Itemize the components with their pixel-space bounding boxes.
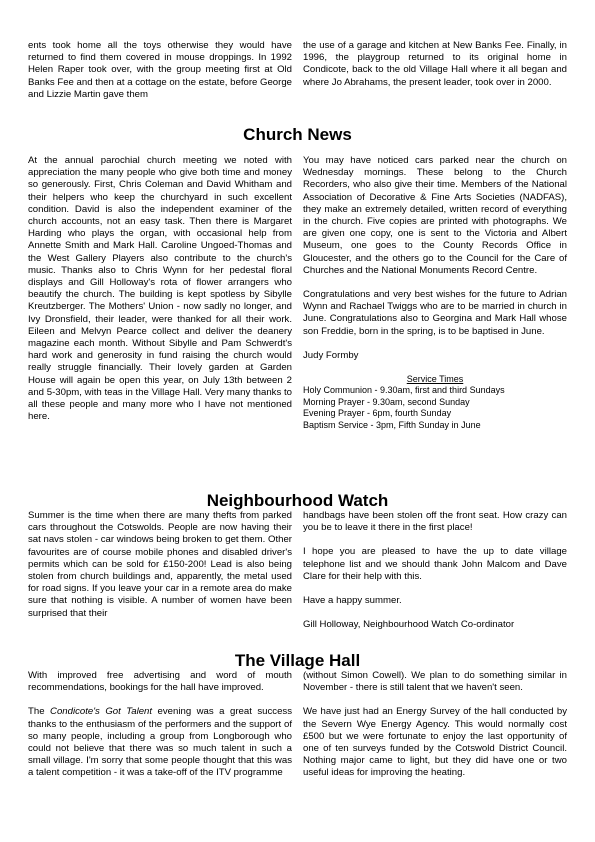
hall-bookings-paragraph: With improved free advertising and word of mouth recommendations, bookings for the hall have improved.: [28, 670, 292, 694]
watch-left-text: Summer is the time when there are many thefts from parked cars throughout the Cotswolds. People are now having their sat navs stolen - car windows being broken to get them. Other favourites are of course mobile phones and disabled driver's permits which can be sold for £150-200! Lead is also being stolen from church buildings and, apparently, the metal used for road signs. If you leave your car in a remote area do make sure that nothing is visible. A number of women have been surprised that their: [28, 510, 292, 619]
church-news-heading: Church News: [243, 125, 352, 144]
watch-summer-paragraph: Have a happy summer.: [303, 595, 402, 607]
hall-right-column: [303, 670, 567, 780]
congratulations-paragraph: Congratulations and very best wishes for the future to Adrian Wynn and Rachael Twiggs who are to be married in church in June. Congratulations also to Georgina and Mark Hall whose son Freddie, born in the spring, is to be baptised in June.: [303, 289, 567, 337]
church-recorders-paragraph: You may have noticed cars parked near the church on Wednesday mornings. These belong to the Church Recorders, who also give their time. Members of the National Association of Decorative & Fine Arts Societies (NADFAS), they make an extremely detailed, written record of everything in the church. Five copies are printed with photographs. We are given one copy, one is sent to the Victoria and Albert Museum, one goes to the County Records Office in Gloucester, and the others go to the Council for the Care of Churches and the National Monuments Record Centre.: [303, 155, 567, 276]
watch-right-column: [303, 510, 567, 631]
watch-signature: Gill Holloway, Neighbourhood Watch Co-ordinator: [303, 619, 515, 631]
service-line: Holy Communion - 9.30am, first and third Sundays: [303, 385, 505, 396]
playgroup-left-text: ents took home all the toys otherwise they would have returned to find them covered in mouse droppings. In 1992 Helen Raper took over, with the group meeting first at Old Banks Fee and then at a cottage on the estate, before George and Lizzie Martin gave them: [28, 40, 293, 100]
service-line: Baptism Service - 3pm, Fifth Sunday in June: [303, 419, 481, 430]
service-times: [303, 374, 567, 431]
neighbourhood-watch-heading: Neighbourhood Watch: [206, 491, 389, 510]
church-right-column: [303, 155, 567, 431]
hall-talent-pre: The: [28, 706, 51, 718]
service-line: Evening Prayer - 6pm, fourth Sunday: [303, 408, 452, 419]
church-signature: Judy Formby: [303, 349, 359, 361]
watch-left-column: [28, 510, 292, 620]
hall-november-paragraph: (without Simon Cowell). We plan to do something similar in November - there is still talent that we haven't seen.: [303, 670, 567, 694]
hall-talent-show-title: Condicote's Got Talent: [50, 706, 153, 718]
playgroup-left-column: [28, 40, 292, 101]
hall-talent-post: evening was a great success thanks to the enthusiasm of the performers and the support of so many people, including a group from Longborough who could not believe that there was so much talent in such a small village. I'm sorry that some people thought that this was a talent competition - it was a take-off of the ITV programme: [28, 706, 292, 779]
service-line: Morning Prayer - 9.30am, second Sunday: [303, 396, 470, 407]
watch-handbags-paragraph: handbags have been stolen off the front seat. How crazy can you be to leave it there in the first place!: [303, 510, 567, 534]
watch-telephone-paragraph: I hope you are pleased to have the up to date village telephone list and we should thank John Malcom and Dave Clare for their help with this.: [303, 546, 567, 582]
church-left-text: At the annual parochial church meeting we noted with appreciation the many people who give both time and money so generously. First, Chris Coleman and David Whitham and their helpers who keep the churchyard in such excellent condition. David is also the independent examiner of the church accounts, not an easy task. Then there is Margaret Harding who plays the organ, with occasional help from Annette Smith and Mark Hall. Caroline Ungoed-Thomas and the West Gallery Players also contribute to the church's music. Thanks also to Chris Wynn for her pedestal floral displays and Gill Holloway's rota of flower arrangers who beautify the church. The building is kept spotless by Sibylle Kreutzberger. The Mothers' Union - now sadly no longer, and Ivy Dronsfield, their leader, were thanked for all their work. Eileen and Melvyn Pearce collect and deliver the deanery magazine each month. Without Sibylle and Pam Schwerdt's hard work and generosity in fund raising the church would really struggle financially. Their lovely garden at Garden House will again be open this year, on July 13th between 2 and 5-30pm, with teas in the Village Hall. Very many thanks to all these people and many more who I have not mentioned here.: [28, 155, 292, 423]
hall-left-column: [28, 670, 292, 780]
playgroup-right-column: [303, 40, 567, 89]
service-times-title: Service Times: [406, 374, 464, 385]
church-left-column: [28, 155, 292, 423]
hall-energy-paragraph: We have just had an Energy Survey of the hall conducted by the Severn Wye Energy Agency. This would normally cost £500 but we were fortunate to enjoy the last opportunity of one of ten surveys funded by the Cotswold District Council. Nothing major came to light, but they did have one or two useful ideas for improving the heating.: [303, 706, 567, 779]
hall-talent-paragraph: [28, 706, 292, 779]
playgroup-right-text: the use of a garage and kitchen at New Banks Fee. Finally, in 1996, the playgroup returned to its original home in Condicote, back to the old Village Hall where it all began and where Jo Abrahams, the present leader, took over in 2000.: [303, 40, 567, 88]
village-hall-heading: The Village Hall: [234, 651, 361, 670]
